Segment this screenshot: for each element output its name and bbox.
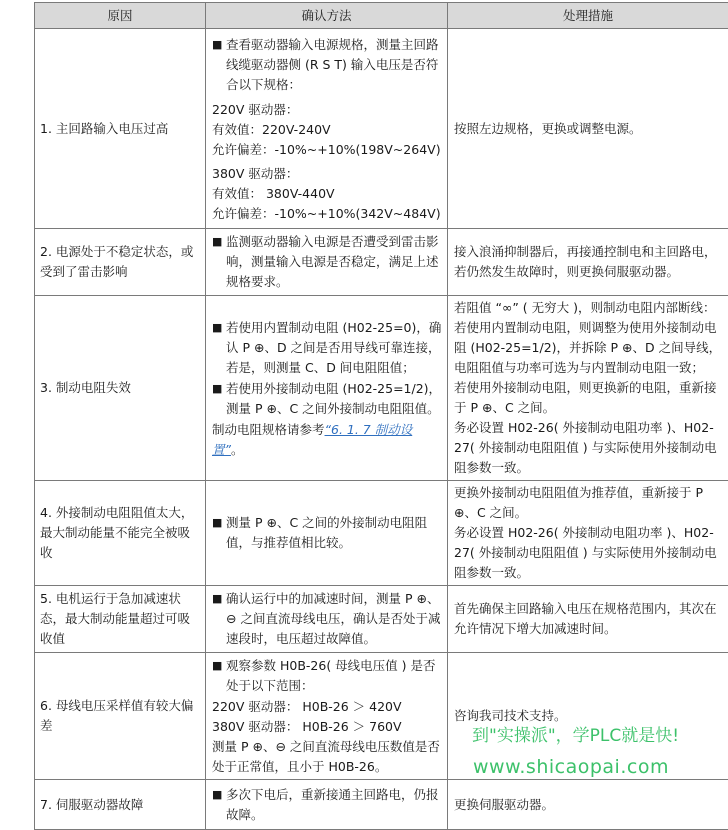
check-bullet: ■ 若使用外接制动电阻 (H02-25=1/2)，测量 P ⊕、C 之间外接制动电阻阻值。 <box>212 379 443 419</box>
section-reference-link[interactable]: “6. 1. 7 制动设置” <box>212 422 412 457</box>
check-bullet: ■ 确认运行中的加减速时间，测量 P ⊕、⊖ 之间直流母线电压，确认是否处于减速段时，电压超过故障值。 <box>212 589 443 649</box>
action-line: 若阻值 “∞” ( 无穷大 )，则制动电阻内部断线： <box>454 298 724 318</box>
action-line: 务必设置 H02-26( 外接制动电阻功率 )、H02-27( 外接制动电阻阻值 ) 与实际使用外接制动电阻参数一致。 <box>454 418 724 478</box>
check-cell <box>206 229 448 296</box>
action-line: 务必设置 H02-26( 外接制动电阻功率 )、H02-27( 外接制动电阻阻值 ) 与实际使用外接制动电阻参数一致。 <box>454 523 724 583</box>
check-line: 380V 驱动器： H0B-26 ＞ 760V <box>212 717 443 737</box>
table-row <box>35 296 728 481</box>
reference-line: 制动电阻规格请参考“6. 1. 7 制动设置”。 <box>212 420 443 460</box>
bullet-icon: ■ <box>212 589 226 649</box>
check-cell <box>206 296 448 481</box>
table-row <box>35 29 728 229</box>
check-cell <box>206 780 448 830</box>
action-line: 更换外接制动电阻阻值为推荐值，重新接于 P ⊕、C 之间。 <box>454 483 724 523</box>
check-bullet: ■ 若使用内置制动电阻 (H02-25=0)，确认 P ⊕、D 之间是否用导线可靠连接，若是，则测量 C、D 间电阻阻值； <box>212 318 443 378</box>
action-cell: 更换伺服驱动器。 <box>448 780 728 830</box>
action-cell: 接入浪涌抑制器后，再接通控制电和主回路电，若仍然发生故障时，则更换伺服驱动器。 <box>448 229 728 296</box>
check-line: 允许偏差：-10%~+10%(342V~484V) <box>212 204 443 224</box>
cause-cell: 7. 伺服驱动器故障 <box>35 780 206 830</box>
check-bullet: ■ 测量 P ⊕、C 之间的外接制动电阻阻值，与推荐值相比较。 <box>212 513 443 553</box>
check-bullet: ■ 多次下电后，重新接通主回路电，仍报故障。 <box>212 785 443 825</box>
cause-cell: 4. 外接制动电阻阻值太大，最大制动能量不能完全被吸收 <box>35 481 206 586</box>
bullet-icon: ■ <box>212 232 226 292</box>
fault-table <box>34 2 728 830</box>
bullet-icon: ■ <box>212 379 226 419</box>
cause-cell: 3. 制动电阻失效 <box>35 296 206 481</box>
check-line: 220V 驱动器： <box>212 100 443 120</box>
action-line: 若使用外接制动电阻，则更换新的电阻，重新接于 P ⊕、C 之间。 <box>454 378 724 418</box>
check-line: 380V 驱动器： <box>212 164 443 184</box>
bullet-icon: ■ <box>212 785 226 825</box>
check-bullet: ■ 查看驱动器输入电源规格，测量主回路线缆驱动器侧 (R S T) 输入电压是否符合以下规格： <box>212 35 443 95</box>
check-cell <box>206 586 448 653</box>
check-bullet: ■ 观察参数 H0B-26( 母线电压值 ) 是否处于以下范围： <box>212 656 443 696</box>
action-cell <box>448 296 728 481</box>
bullet-icon: ■ <box>212 513 226 553</box>
check-cell <box>206 653 448 780</box>
check-line: 允许偏差：-10%~+10%(198V~264V) <box>212 140 443 160</box>
action-cell: 首先确保主回路输入电压在规格范围内，其次在允许情况下增大加减速时间。 <box>448 586 728 653</box>
action-line: 若使用内置制动电阻，则调整为使用外接制动电阻 (H02-25=1/2)，并拆除 P ⊕、D 之间导线，电阻阻值与功率可选为与内置制动电阻一致； <box>454 318 724 378</box>
table-row <box>35 780 728 830</box>
cause-cell: 2. 电源处于不稳定状态，或受到了雷击影响 <box>35 229 206 296</box>
header-cause: 原因 <box>35 3 206 29</box>
check-bullet: ■ 监测驱动器输入电源是否遭受到雷击影响，测量输入电源是否稳定，满足上述规格要求。 <box>212 232 443 292</box>
check-cell <box>206 29 448 229</box>
action-cell: 按照左边规格，更换或调整电源。 <box>448 29 728 229</box>
check-cell <box>206 481 448 586</box>
check-line: 有效值：220V-240V <box>212 120 443 140</box>
header-check: 确认方法 <box>206 3 448 29</box>
check-line: 有效值： 380V-440V <box>212 184 443 204</box>
watermark-url: www.shicaopai.com <box>473 756 669 778</box>
bullet-icon: ■ <box>212 656 226 696</box>
cause-cell: 5. 电机运行于急加减速状态，最大制动能量超过可吸收值 <box>35 586 206 653</box>
bullet-icon: ■ <box>212 318 226 378</box>
action-cell <box>448 481 728 586</box>
table-row <box>35 481 728 586</box>
bullet-icon: ■ <box>212 35 226 95</box>
table-header-row <box>35 3 728 29</box>
watermark-slogan: 到"实操派"，学PLC就是快! <box>472 721 679 746</box>
header-action: 处理措施 <box>448 3 728 29</box>
table-row <box>35 229 728 296</box>
check-line: 测量 P ⊕、⊖ 之间直流母线电压数值是否处于正常值，且小于 H0B-26。 <box>212 737 443 777</box>
action-cell: 咨询我司技术支持。 <box>448 653 728 780</box>
table-row <box>35 586 728 653</box>
cause-cell: 1. 主回路输入电压过高 <box>35 29 206 229</box>
check-line: 220V 驱动器： H0B-26 ＞ 420V <box>212 697 443 717</box>
cause-cell: 6. 母线电压采样值有较大偏差 <box>35 653 206 780</box>
